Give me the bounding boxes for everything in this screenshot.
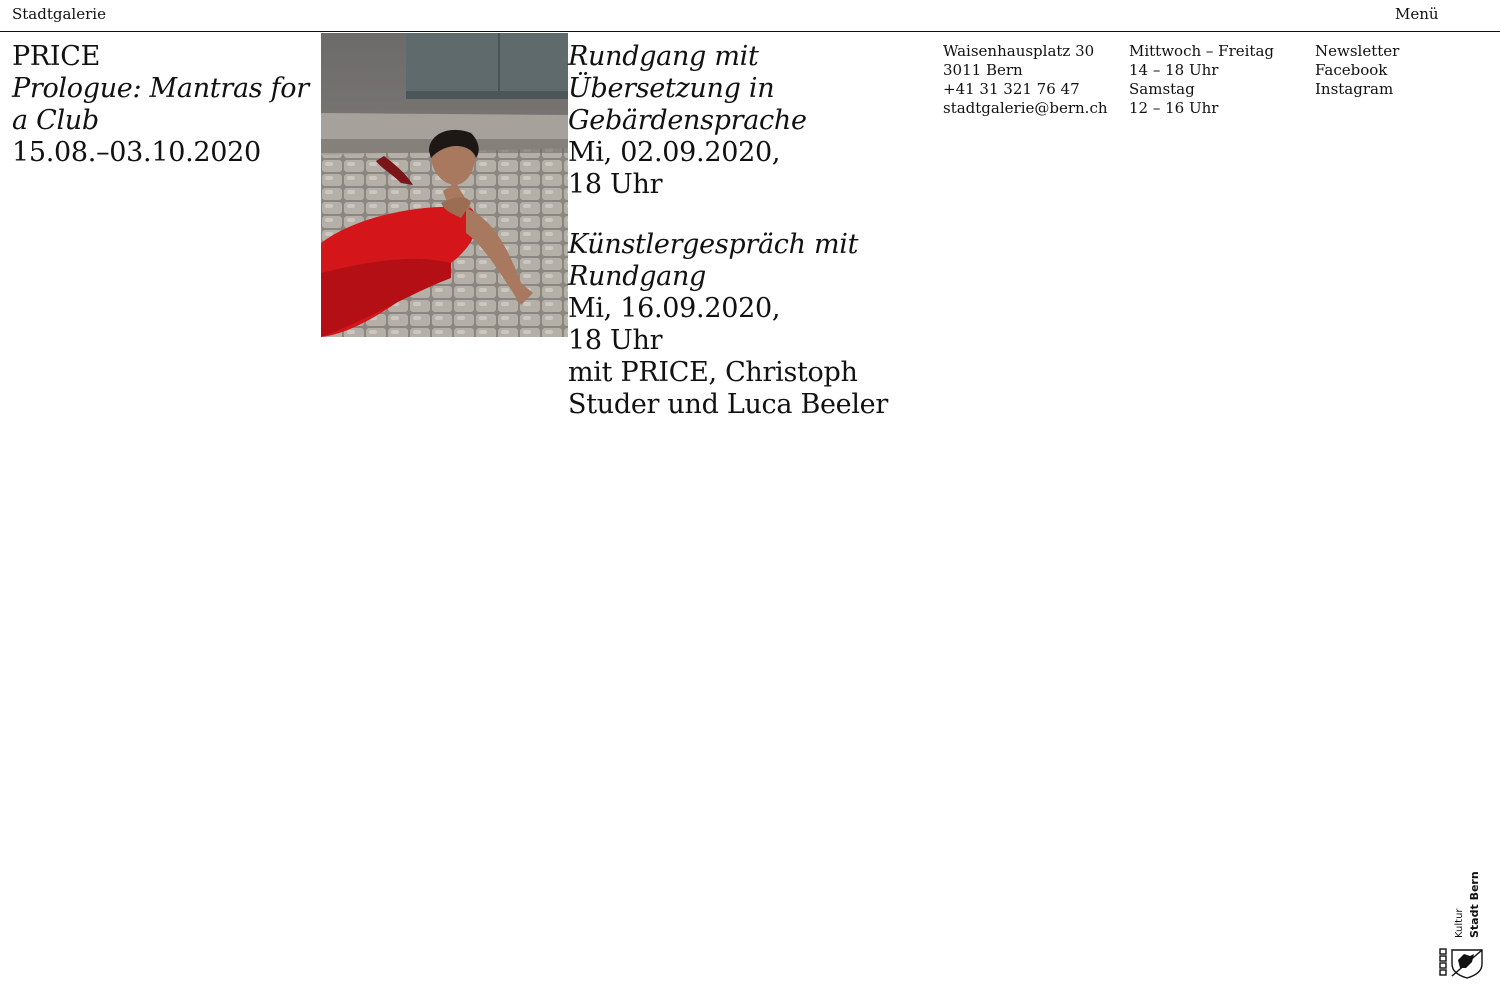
address-street: Waisenhausplatz 30 (943, 42, 1095, 60)
exhibition-photo (321, 33, 568, 337)
stadt-bern-logo-icon (1436, 872, 1488, 980)
exhibition-image (321, 33, 568, 337)
exhibition-title: Prologue: Mantras for a Club (12, 73, 309, 136)
artist-name: PRICE (12, 41, 101, 72)
facebook-link[interactable]: Facebook (1315, 61, 1388, 79)
event-item (568, 229, 938, 421)
phone-link[interactable]: +41 31 321 76 47 (943, 80, 1080, 98)
site-name-link[interactable]: Stadtgalerie (12, 5, 106, 23)
hours-days-saturday: Samstag (1129, 80, 1195, 98)
email-link[interactable]: stadtgalerie@bern.ch (943, 99, 1108, 117)
event-date: Mi, 16.09.2020, (568, 293, 781, 324)
event-date: Mi, 02.09.2020, (568, 137, 781, 168)
instagram-link[interactable]: Instagram (1315, 80, 1394, 98)
hours-time-weekday: 14 – 18 Uhr (1129, 61, 1219, 79)
opening-hours (1129, 42, 1309, 118)
event-item (568, 41, 938, 201)
hours-days-weekday: Mittwoch – Freitag (1129, 42, 1275, 60)
address-city: 3011 Bern (943, 61, 1023, 79)
address-block (943, 42, 1123, 118)
newsletter-link[interactable]: Newsletter (1315, 42, 1400, 60)
exhibition-info (12, 41, 312, 169)
event-time: 18 Uhr (568, 325, 663, 356)
events-list (568, 41, 938, 449)
hours-time-saturday: 12 – 16 Uhr (1129, 99, 1219, 117)
event-time: 18 Uhr (568, 169, 663, 200)
event-title: Rundgang mit Übersetzung in Gebärdensprache (568, 41, 807, 136)
top-bar (0, 0, 1500, 32)
event-title: Künstlergespräch mit Rundgang (568, 229, 859, 292)
svg-text:Kultur: Kultur (1454, 908, 1465, 938)
menu-button[interactable]: Menü (1395, 5, 1439, 23)
event-note: mit PRICE, Christoph Studer und Luca Beeler (568, 357, 888, 420)
social-links (1315, 42, 1465, 99)
exhibition-dates: 15.08.–03.10.2020 (12, 137, 261, 168)
kultur-stadt-bern-logo (1436, 872, 1488, 980)
svg-text:Stadt Bern: Stadt Bern (1468, 872, 1481, 938)
